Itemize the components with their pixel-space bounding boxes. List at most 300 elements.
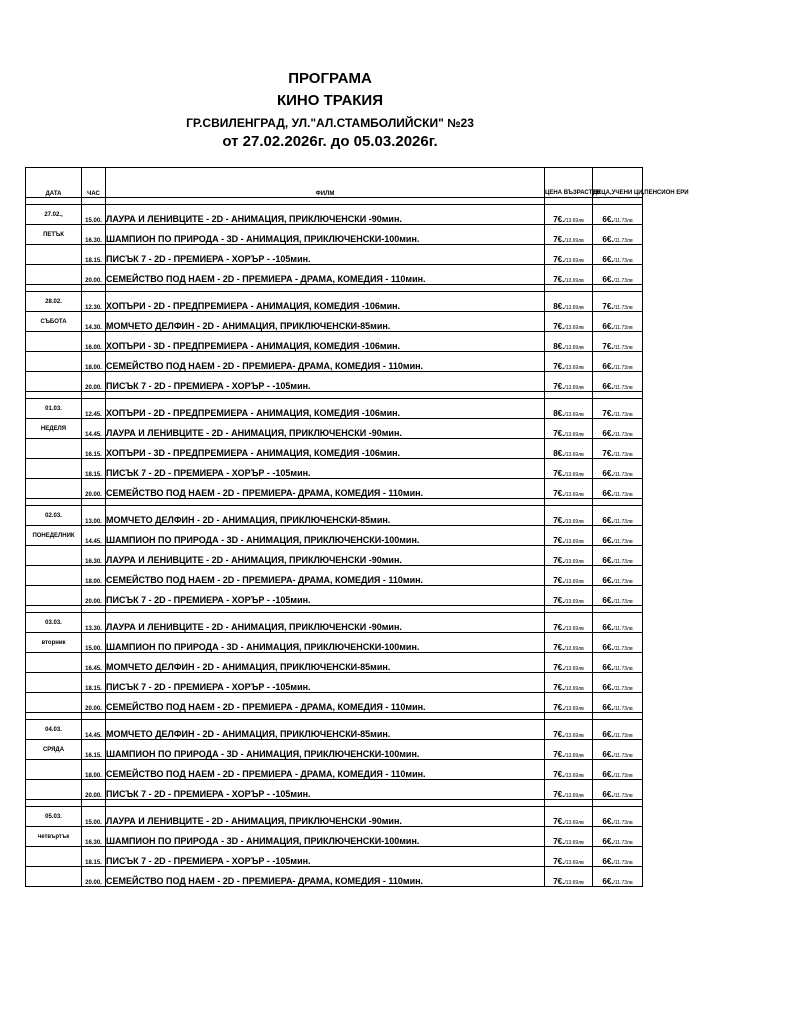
child-price-bgn: /11.73лв — [613, 539, 633, 545]
date-cell — [26, 586, 82, 606]
adult-price-bgn: /13.69лв — [564, 579, 584, 585]
child-price — [593, 720, 643, 740]
film-title: ЛАУРА И ЛЕНИВЦИТЕ - 2D - АНИМАЦИЯ, ПРИКЛЮЧЕНСКИ -90мин. — [106, 419, 545, 439]
showtime: 15.00. — [82, 633, 106, 653]
col-header-child-price: ДЕЦА,УЧЕНИ ЦИ,ПЕНСИОН ЕРИ — [593, 168, 643, 198]
child-price — [593, 673, 643, 693]
child-price-bgn: /11.73лв — [613, 412, 633, 418]
adult-price-eur: 7€. — [553, 556, 565, 565]
film-title: ПИСЪК 7 - 2D - ПРЕМИЕРА - ХОРЪР - -105мин. — [106, 780, 545, 800]
child-price — [593, 506, 643, 526]
date-cell — [26, 479, 82, 499]
adult-price-bgn: /13.69лв — [564, 539, 584, 545]
adult-price — [545, 760, 593, 780]
adult-price-eur: 7€. — [553, 469, 565, 478]
adult-price — [545, 352, 593, 372]
adult-price-bgn: /13.69лв — [564, 412, 584, 418]
table-row — [26, 613, 643, 633]
separator-cell — [106, 606, 545, 613]
day-separator — [26, 800, 643, 807]
table-row — [26, 653, 643, 673]
showtime: 18.00. — [82, 566, 106, 586]
showtime: 20.00. — [82, 780, 106, 800]
film-title: ХОПЪРИ - 3D - ПРЕДПРЕМИЕРА - АНИМАЦИЯ, КОМЕДИЯ -106мин. — [106, 439, 545, 459]
table-row — [26, 546, 643, 566]
film-title: МОМЧЕТО ДЕЛФИН - 2D - АНИМАЦИЯ, ПРИКЛЮЧЕНСКИ-85мин. — [106, 312, 545, 332]
adult-price-eur: 7€. — [553, 730, 565, 739]
film-title: ХОПЪРИ - 3D - ПРЕДПРЕМИЕРА - АНИМАЦИЯ, КОМЕДИЯ -106мин. — [106, 332, 545, 352]
film-title: ПИСЪК 7 - 2D - ПРЕМИЕРА - ХОРЪР - -105мин. — [106, 847, 545, 867]
adult-price-bgn: /13.69лв — [564, 258, 584, 264]
adult-price-eur: 7€. — [553, 215, 565, 224]
adult-price-bgn: /13.69лв — [564, 880, 584, 886]
adult-price — [545, 633, 593, 653]
date-cell: НЕДЕЛЯ — [26, 419, 82, 439]
showtime: 16.00. — [82, 332, 106, 352]
table-row — [26, 827, 643, 847]
child-price-eur: 6€. — [602, 576, 614, 585]
date-cell — [26, 847, 82, 867]
adult-price — [545, 566, 593, 586]
showtime: 13.30. — [82, 613, 106, 633]
separator-cell — [593, 285, 643, 292]
child-price — [593, 546, 643, 566]
film-title: ХОПЪРИ - 2D - ПРЕДПРЕМИЕРА - АНИМАЦИЯ, КОМЕДИЯ -106мин. — [106, 399, 545, 419]
child-price-bgn: /11.73лв — [613, 579, 633, 585]
child-price-eur: 6€. — [602, 750, 614, 759]
child-price-eur: 6€. — [602, 663, 614, 672]
showtime: 15.00. — [82, 807, 106, 827]
adult-price — [545, 867, 593, 887]
date-cell: 28.02. — [26, 292, 82, 312]
separator-cell — [106, 800, 545, 807]
child-price — [593, 566, 643, 586]
showtime: 14.45. — [82, 526, 106, 546]
child-price — [593, 439, 643, 459]
adult-price-eur: 7€. — [553, 643, 565, 652]
child-price-eur: 6€. — [602, 596, 614, 605]
adult-price-bgn: /13.69лв — [564, 599, 584, 605]
program-title: ПРОГРАМА — [288, 70, 372, 87]
date-cell: четвъртък — [26, 827, 82, 847]
adult-price-eur: 7€. — [553, 623, 565, 632]
adult-price-bgn: /13.69лв — [564, 773, 584, 779]
table-row — [26, 205, 643, 225]
separator-cell — [545, 606, 593, 613]
child-price-eur: 6€. — [602, 703, 614, 712]
date-cell: 05.03. — [26, 807, 82, 827]
film-title: ШАМПИОН ПО ПРИРОДА - 3D - АНИМАЦИЯ, ПРИКЛЮЧЕНСКИ-100мин. — [106, 740, 545, 760]
child-price-eur: 7€. — [602, 409, 614, 418]
child-price — [593, 526, 643, 546]
child-price-eur: 6€. — [602, 469, 614, 478]
child-price-bgn: /11.73лв — [613, 452, 633, 458]
child-price-eur: 6€. — [602, 255, 614, 264]
showtime: 18.15. — [82, 673, 106, 693]
col-header-time: ЧАС — [82, 168, 106, 198]
table-row — [26, 760, 643, 780]
adult-price-eur: 7€. — [553, 837, 565, 846]
separator-cell — [82, 198, 106, 205]
adult-price-bgn: /13.69лв — [564, 793, 584, 799]
adult-price-bgn: /13.69лв — [564, 218, 584, 224]
film-title: ШАМПИОН ПО ПРИРОДА - 3D - АНИМАЦИЯ, ПРИКЛЮЧЕНСКИ-100мин. — [106, 633, 545, 653]
adult-price — [545, 205, 593, 225]
child-price — [593, 399, 643, 419]
child-price — [593, 459, 643, 479]
table-row — [26, 399, 643, 419]
child-price-eur: 6€. — [602, 382, 614, 391]
separator-cell — [26, 285, 82, 292]
child-price — [593, 740, 643, 760]
date-cell — [26, 673, 82, 693]
child-price-bgn: /11.73лв — [613, 706, 633, 712]
schedule-table — [25, 167, 689, 887]
separator-cell — [26, 392, 82, 399]
date-cell — [26, 693, 82, 713]
date-cell: ПЕТЪК — [26, 225, 82, 245]
day-separator — [26, 606, 643, 613]
date-cell — [26, 439, 82, 459]
table-row — [26, 780, 643, 800]
child-price-bgn: /11.73лв — [613, 432, 633, 438]
separator-cell — [82, 606, 106, 613]
child-price-eur: 6€. — [602, 362, 614, 371]
film-title: ШАМПИОН ПО ПРИРОДА - 3D - АНИМАЦИЯ, ПРИКЛЮЧЕНСКИ-100мин. — [106, 225, 545, 245]
film-title: СЕМЕЙСТВО ПОД НАЕМ - 2D - ПРЕМИЕРА - ДРАМА, КОМЕДИЯ - 110мин. — [106, 693, 545, 713]
date-cell — [26, 265, 82, 285]
separator-cell — [545, 198, 593, 205]
separator-cell — [26, 198, 82, 205]
date-cell — [26, 332, 82, 352]
table-row — [26, 419, 643, 439]
adult-price-eur: 7€. — [553, 576, 565, 585]
adult-price-bgn: /13.69лв — [564, 385, 584, 391]
adult-price — [545, 720, 593, 740]
adult-price — [545, 546, 593, 566]
adult-price — [545, 265, 593, 285]
child-price — [593, 265, 643, 285]
film-title: МОМЧЕТО ДЕЛФИН - 2D - АНИМАЦИЯ, ПРИКЛЮЧЕНСКИ-85мин. — [106, 506, 545, 526]
separator-cell — [82, 285, 106, 292]
adult-price-eur: 7€. — [553, 235, 565, 244]
day-separator — [26, 713, 643, 720]
showtime: 20.00. — [82, 693, 106, 713]
child-price — [593, 760, 643, 780]
adult-price — [545, 807, 593, 827]
child-price-eur: 6€. — [602, 275, 614, 284]
child-price — [593, 827, 643, 847]
separator-cell — [545, 499, 593, 506]
showtime: 16.30. — [82, 546, 106, 566]
date-cell: СЪБОТА — [26, 312, 82, 332]
film-title: ПИСЪК 7 - 2D - ПРЕМИЕРА - ХОРЪР - -105мин. — [106, 586, 545, 606]
showtime: 14.45. — [82, 419, 106, 439]
adult-price — [545, 693, 593, 713]
adult-price — [545, 245, 593, 265]
adult-price — [545, 586, 593, 606]
table-row — [26, 847, 643, 867]
date-cell: 04.03. — [26, 720, 82, 740]
child-price-eur: 6€. — [602, 556, 614, 565]
adult-price-bgn: /13.69лв — [564, 452, 584, 458]
table-row — [26, 566, 643, 586]
date-cell — [26, 352, 82, 372]
adult-price-bgn: /13.69лв — [564, 706, 584, 712]
table-row — [26, 245, 643, 265]
child-price — [593, 312, 643, 332]
child-price-eur: 6€. — [602, 429, 614, 438]
child-price — [593, 633, 643, 653]
table-row — [26, 693, 643, 713]
table-row — [26, 807, 643, 827]
separator-cell — [593, 713, 643, 720]
child-price — [593, 372, 643, 392]
child-price — [593, 586, 643, 606]
child-price-eur: 6€. — [602, 322, 614, 331]
film-title: ЛАУРА И ЛЕНИВЦИТЕ - 2D - АНИМАЦИЯ, ПРИКЛЮЧЕНСКИ -90мин. — [106, 546, 545, 566]
child-price-bgn: /11.73лв — [613, 258, 633, 264]
date-cell — [26, 760, 82, 780]
adult-price — [545, 526, 593, 546]
showtime: 18.15. — [82, 245, 106, 265]
film-title: ПИСЪК 7 - 2D - ПРЕМИЕРА - ХОРЪР - -105мин. — [106, 673, 545, 693]
adult-price — [545, 332, 593, 352]
child-price-bgn: /11.73лв — [613, 472, 633, 478]
table-row — [26, 265, 643, 285]
showtime: 18.15. — [82, 847, 106, 867]
cinema-name: КИНО ТРАКИЯ — [276, 92, 383, 109]
adult-price-bgn: /13.69лв — [564, 820, 584, 826]
separator-cell — [26, 800, 82, 807]
child-price-eur: 6€. — [602, 623, 614, 632]
child-price-eur: 6€. — [602, 817, 614, 826]
child-price-eur: 6€. — [602, 215, 614, 224]
adult-price-bgn: /13.69лв — [564, 325, 584, 331]
film-title: ЛАУРА И ЛЕНИВЦИТЕ - 2D - АНИМАЦИЯ, ПРИКЛЮЧЕНСКИ -90мин. — [106, 807, 545, 827]
adult-price-eur: 7€. — [553, 362, 565, 371]
child-price-bgn: /11.73лв — [613, 646, 633, 652]
adult-price-bgn: /13.69лв — [564, 840, 584, 846]
date-cell — [26, 867, 82, 887]
date-cell: вторник — [26, 633, 82, 653]
child-price-bgn: /11.73лв — [613, 345, 633, 351]
adult-price-eur: 7€. — [553, 663, 565, 672]
child-price — [593, 867, 643, 887]
separator-cell — [82, 713, 106, 720]
showtime: 20.00. — [82, 372, 106, 392]
schedule-body — [26, 198, 643, 887]
adult-price — [545, 225, 593, 245]
adult-price-eur: 7€. — [553, 750, 565, 759]
showtime: 18.00. — [82, 352, 106, 372]
table-row — [26, 506, 643, 526]
showtime: 16.15. — [82, 740, 106, 760]
adult-price-eur: 7€. — [553, 536, 565, 545]
adult-price-eur: 8€. — [553, 342, 565, 351]
film-title: СЕМЕЙСТВО ПОД НАЕМ - 2D - ПРЕМИЕРА- ДРАМА, КОМЕДИЯ - 110мин. — [106, 867, 545, 887]
child-price-bgn: /11.73лв — [613, 238, 633, 244]
adult-price-eur: 7€. — [553, 489, 565, 498]
film-title: ШАМПИОН ПО ПРИРОДА - 3D - АНИМАЦИЯ, ПРИКЛЮЧЕНСКИ-100мин. — [106, 526, 545, 546]
date-cell: ПОНЕДЕЛНИК — [26, 526, 82, 546]
adult-price-bgn: /13.69лв — [564, 860, 584, 866]
child-price-bgn: /11.73лв — [613, 820, 633, 826]
showtime: 18.00. — [82, 760, 106, 780]
separator-cell — [82, 800, 106, 807]
showtime: 15.00. — [82, 205, 106, 225]
table-row — [26, 439, 643, 459]
separator-cell — [545, 713, 593, 720]
day-separator — [26, 392, 643, 399]
adult-price-eur: 7€. — [553, 275, 565, 284]
adult-price-eur: 7€. — [553, 382, 565, 391]
adult-price-bgn: /13.69лв — [564, 238, 584, 244]
separator-cell — [82, 392, 106, 399]
film-title: МОМЧЕТО ДЕЛФИН - 2D - АНИМАЦИЯ, ПРИКЛЮЧЕНСКИ-85мин. — [106, 720, 545, 740]
child-price-eur: 7€. — [602, 449, 614, 458]
col-header-adult-price: ЦЕНА ВЪЗРАСТЕН — [545, 168, 593, 198]
film-title: ХОПЪРИ - 2D - ПРЕДПРЕМИЕРА - АНИМАЦИЯ, КОМЕДИЯ -106мин. — [106, 292, 545, 312]
film-title: СЕМЕЙСТВО ПОД НАЕМ - 2D - ПРЕМИЕРА- ДРАМА, КОМЕДИЯ - 110мин. — [106, 566, 545, 586]
showtime: 14.30. — [82, 312, 106, 332]
adult-price-eur: 7€. — [553, 322, 565, 331]
child-price — [593, 479, 643, 499]
child-price-bgn: /11.73лв — [613, 773, 633, 779]
table-row — [26, 740, 643, 760]
child-price — [593, 807, 643, 827]
col-header-date: ДАТА — [26, 168, 82, 198]
day-separator — [26, 198, 643, 205]
table-row — [26, 867, 643, 887]
table-row — [26, 312, 643, 332]
adult-price — [545, 673, 593, 693]
film-title: ПИСЪК 7 - 2D - ПРЕМИЕРА - ХОРЪР - -105мин. — [106, 245, 545, 265]
separator-cell — [106, 285, 545, 292]
adult-price-bgn: /13.69лв — [564, 686, 584, 692]
child-price-eur: 6€. — [602, 877, 614, 886]
adult-price — [545, 399, 593, 419]
film-title: СЕМЕЙСТВО ПОД НАЕМ - 2D - ПРЕМИЕРА- ДРАМА, КОМЕДИЯ - 110мин. — [106, 352, 545, 372]
table-row — [26, 479, 643, 499]
adult-price-bgn: /13.69лв — [564, 432, 584, 438]
separator-cell — [593, 606, 643, 613]
adult-price — [545, 312, 593, 332]
showtime: 12.45. — [82, 399, 106, 419]
adult-price-bgn: /13.69лв — [564, 646, 584, 652]
showtime: 14.45. — [82, 720, 106, 740]
child-price — [593, 419, 643, 439]
adult-price-bgn: /13.69лв — [564, 365, 584, 371]
adult-price-eur: 8€. — [553, 302, 565, 311]
separator-cell — [106, 392, 545, 399]
child-price-bgn: /11.73лв — [613, 626, 633, 632]
child-price-eur: 6€. — [602, 790, 614, 799]
showtime: 12.30. — [82, 292, 106, 312]
showtime: 20.00. — [82, 586, 106, 606]
date-cell — [26, 566, 82, 586]
adult-price — [545, 847, 593, 867]
adult-price — [545, 506, 593, 526]
child-price — [593, 245, 643, 265]
separator-cell — [545, 392, 593, 399]
table-row — [26, 526, 643, 546]
showtime: 13.00. — [82, 506, 106, 526]
date-cell: 03.03. — [26, 613, 82, 633]
child-price-eur: 6€. — [602, 683, 614, 692]
date-cell — [26, 546, 82, 566]
showtime: 16.30. — [82, 225, 106, 245]
table-row — [26, 225, 643, 245]
film-title: МОМЧЕТО ДЕЛФИН - 2D - АНИМАЦИЯ, ПРИКЛЮЧЕНСКИ-85мин. — [106, 653, 545, 673]
table-row — [26, 720, 643, 740]
child-price-bgn: /11.73лв — [613, 305, 633, 311]
adult-price — [545, 439, 593, 459]
child-price — [593, 653, 643, 673]
child-price-eur: 7€. — [602, 342, 614, 351]
separator-cell — [26, 606, 82, 613]
child-price-bgn: /11.73лв — [613, 666, 633, 672]
film-title: ПИСЪК 7 - 2D - ПРЕМИЕРА - ХОРЪР - -105мин. — [106, 372, 545, 392]
separator-cell — [593, 198, 643, 205]
table-row — [26, 633, 643, 653]
adult-price-eur: 7€. — [553, 255, 565, 264]
date-cell — [26, 780, 82, 800]
child-price-bgn: /11.73лв — [613, 793, 633, 799]
child-price-bgn: /11.73лв — [613, 860, 633, 866]
adult-price-eur: 7€. — [553, 429, 565, 438]
child-price-bgn: /11.73лв — [613, 559, 633, 565]
adult-price-bgn: /13.69лв — [564, 278, 584, 284]
showtime: 16.30. — [82, 827, 106, 847]
adult-price-bgn: /13.69лв — [564, 492, 584, 498]
cinema-address: ГР.СВИЛЕНГРАД, УЛ."АЛ.СТАМБОЛИЙСКИ" №23 — [186, 116, 474, 130]
child-price-eur: 6€. — [602, 730, 614, 739]
film-title: ЛАУРА И ЛЕНИВЦИТЕ - 2D - АНИМАЦИЯ, ПРИКЛЮЧЕНСКИ -90мин. — [106, 205, 545, 225]
adult-price-bgn: /13.69лв — [564, 559, 584, 565]
table-header-row — [26, 168, 643, 198]
child-price-eur: 6€. — [602, 837, 614, 846]
film-title: ПИСЪК 7 - 2D - ПРЕМИЕРА - ХОРЪР - -105мин. — [106, 459, 545, 479]
adult-price — [545, 827, 593, 847]
adult-price-eur: 7€. — [553, 857, 565, 866]
child-price-eur: 6€. — [602, 516, 614, 525]
day-separator — [26, 285, 643, 292]
table-row — [26, 352, 643, 372]
child-price-eur: 7€. — [602, 302, 614, 311]
child-price — [593, 780, 643, 800]
separator-cell — [106, 713, 545, 720]
film-title: ЛАУРА И ЛЕНИВЦИТЕ - 2D - АНИМАЦИЯ, ПРИКЛЮЧЕНСКИ -90мин. — [106, 613, 545, 633]
child-price-bgn: /11.73лв — [613, 218, 633, 224]
adult-price-eur: 7€. — [553, 770, 565, 779]
col-header-film: ФИЛМ — [106, 168, 545, 198]
adult-price-bgn: /13.69лв — [564, 345, 584, 351]
child-price — [593, 292, 643, 312]
child-price — [593, 205, 643, 225]
child-price-bgn: /11.73лв — [613, 686, 633, 692]
child-price-eur: 6€. — [602, 857, 614, 866]
adult-price — [545, 479, 593, 499]
child-price — [593, 332, 643, 352]
child-price-bgn: /11.73лв — [613, 519, 633, 525]
day-separator — [26, 499, 643, 506]
child-price-bgn: /11.73лв — [613, 278, 633, 284]
adult-price-bgn: /13.69лв — [564, 305, 584, 311]
child-price — [593, 693, 643, 713]
adult-price — [545, 653, 593, 673]
child-price-bgn: /11.73лв — [613, 325, 633, 331]
